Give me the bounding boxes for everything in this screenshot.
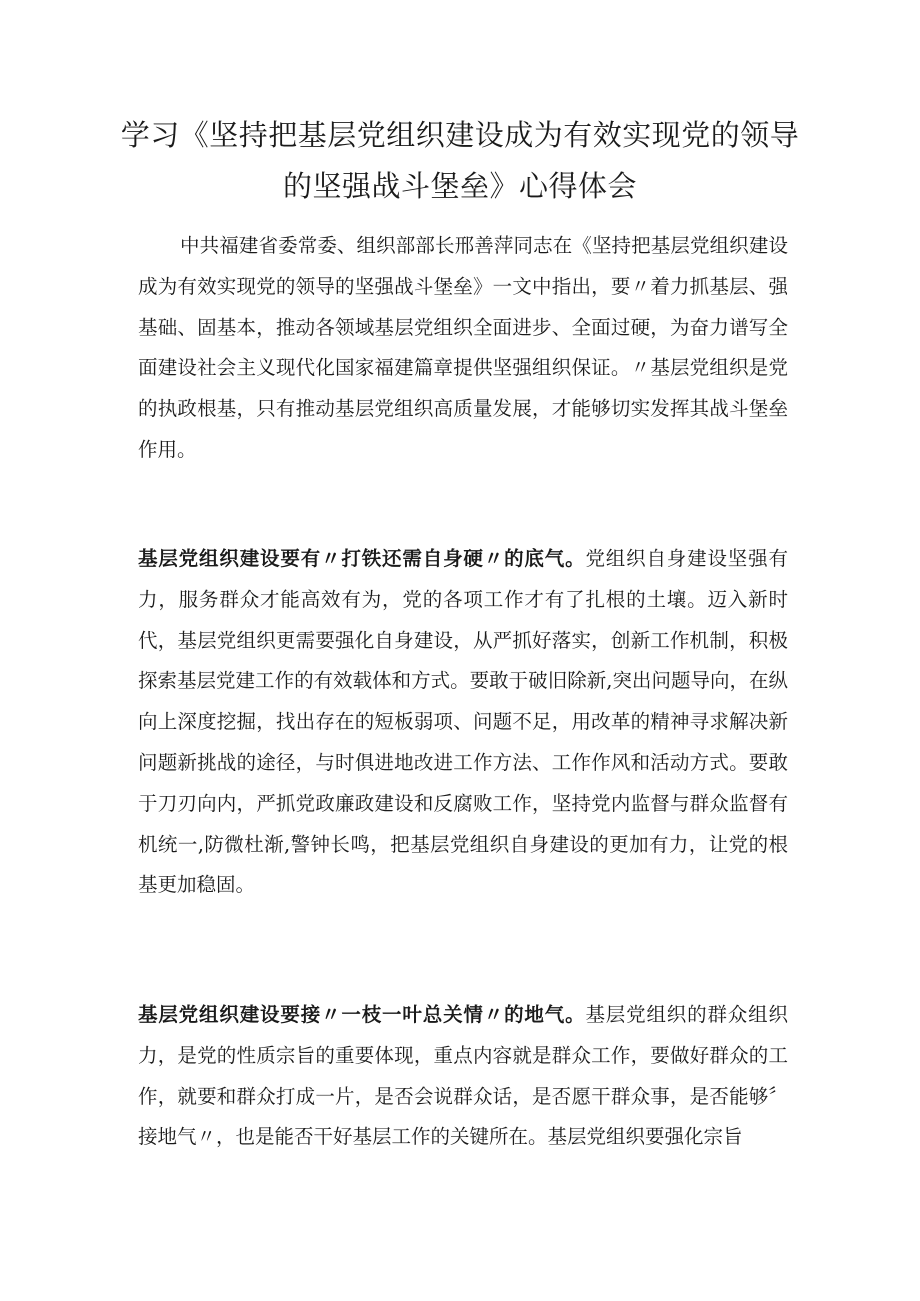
paragraph-lead-heading: 基层党组织建设要接〃一枝一叶总关情〃的地气。 xyxy=(138,1003,586,1026)
paragraph-lead-heading: 基层党组织建设要有〃打铁还需自身硬〃的底气。 xyxy=(138,547,586,570)
paragraph-grassroots xyxy=(138,995,788,1158)
paragraph-intro xyxy=(138,226,788,471)
document-title xyxy=(120,110,800,212)
paragraph-body-text: 党组织自身建设坚强有力，服务群众才能高效有为，党的各项工作才有了扎根的土壤。迈入新时代，基层党组织更需要强化自身建设，从严抓好落实，创新工作机制，积极探索基层党建工作的有效载体和方式。要敢于破旧除新,突出问题导向，在纵向上深度挖掘，找出存在的短板弱项、问题不足，用改革的精神寻求解决新问题新挑战的途径，与时俱进地改进工作方法、工作作风和活动方式。要敢于刀刃向内，严抓党政廉政建设和反腐败工作，坚持党内监督与群众监督有机统一,防微杜渐,警钟长鸣，把基层党组织自身建设的更加有力，让党的根基更加稳固。 xyxy=(138,547,788,897)
paragraph-self-building xyxy=(138,539,788,906)
title-line-2: 的坚强战斗堡垒》心得体会 xyxy=(282,169,637,203)
paragraph-body-text: 基层党组织的群众组织力，是党的性质宗旨的重要体现，重点内容就是群众工作，要做好群众的工作，就要和群众打成一片，是否会说群众话，是否愿干群众事，是否能够〞接地气〃，也是能否干好基层工作的关键所在。基层党组织要强化宗旨 xyxy=(138,1003,788,1149)
paragraph-intro-text: 中共福建省委常委、组织部部长邢善萍同志在《坚持把基层党组织建设成为有效实现党的领导的坚强战斗堡垒》一文中指出，要〃着力抓基层、强基础、固基本，推动各领域基层党组织全面进步、全面过硬，为奋力谱写全面建设社会主义现代化国家福建篇章提供坚强组织保证。〃基层党组织是党的执政根基，只有推动基层党组织高质量发展，才能够切实发挥其战斗堡垒作用。 xyxy=(138,234,788,461)
title-line-1: 学习《坚持把基层党组织建设成为有效实现党的领导 xyxy=(120,118,800,152)
